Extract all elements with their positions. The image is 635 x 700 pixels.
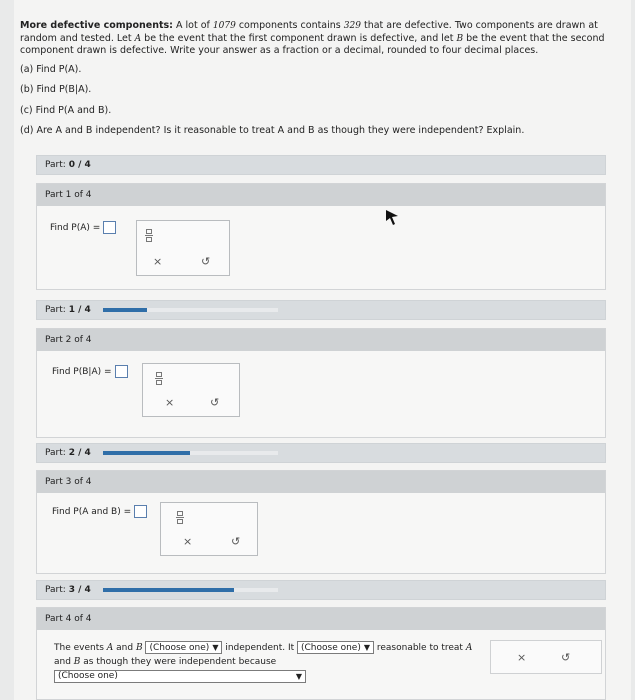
question-d: (d) Are A and B independent? Is it reasonable to treat A and B as though they were independent? Explain.: [20, 125, 525, 136]
problem-title: More defective components:: [20, 20, 173, 31]
part-1-panel: [36, 183, 606, 290]
math-toolbox: [142, 363, 240, 417]
cursor-icon: [386, 210, 400, 226]
part-progress-bar: Part: 2 / 4: [36, 443, 606, 463]
problem-statement: [20, 20, 605, 146]
close-icon[interactable]: ×: [183, 535, 193, 548]
question-c: (c) Find P(A and B).: [20, 104, 112, 116]
progress-fill: [103, 588, 234, 592]
undo-icon[interactable]: ↺: [201, 255, 211, 268]
undo-icon[interactable]: ↺: [231, 535, 241, 548]
math-toolbox: [160, 502, 258, 556]
part-header: Part 2 of 4: [37, 329, 605, 351]
progress-fill: [103, 308, 147, 312]
select-because[interactable]: (Choose one) ▼: [54, 670, 306, 683]
part-header: Part 1 of 4: [37, 184, 605, 206]
answer-input-c[interactable]: [134, 505, 147, 518]
question-a: (a) Find P(A).: [20, 63, 82, 75]
close-icon[interactable]: ×: [165, 396, 175, 409]
fraction-icon[interactable]: [176, 511, 184, 525]
progress-track: [103, 588, 278, 592]
close-icon[interactable]: ×: [517, 651, 527, 664]
question-b: (b) Find P(B|A).: [20, 84, 92, 95]
progress-track: [103, 308, 278, 312]
problem-intro: More defective components: A lot of 1079 components contains 329 that are defective. Two components are drawn at random and tested. Let A be the event that the first component drawn is defective, and let B be the event that the second component drawn is defective. Write your answer as a fraction or a decimal, rounded to four decimal places.: [20, 20, 605, 56]
part-2-panel: [36, 328, 606, 438]
find-pba: Find P(B|A) =: [52, 365, 128, 378]
answer-input-b[interactable]: [115, 365, 128, 378]
part-3-panel: [36, 470, 606, 574]
progress-fill: [103, 451, 191, 455]
close-icon[interactable]: ×: [153, 255, 163, 268]
undo-icon[interactable]: ↺: [210, 396, 220, 409]
part-progress-bar: Part: 1 / 4: [36, 300, 606, 320]
undo-icon[interactable]: ↺: [561, 651, 571, 664]
progress-track: [103, 451, 278, 455]
select-independent[interactable]: (Choose one) ▼: [145, 641, 222, 654]
part4-sentence: The events A and B (Choose one) ▼ independent. It (Choose one) ▼ reasonable to treat A and B as though they were independent because (Choose one) ▼: [54, 643, 473, 681]
fraction-icon[interactable]: [145, 229, 153, 243]
fraction-icon[interactable]: [155, 372, 163, 386]
find-pab: Find P(A and B) =: [52, 505, 147, 518]
select-reasonable[interactable]: (Choose one) ▼: [297, 641, 374, 654]
answer-input-a[interactable]: [103, 221, 116, 234]
math-toolbox: [136, 220, 230, 276]
part-progress-bar: Part: 0 / 4: [36, 155, 606, 175]
part-header: Part 3 of 4: [37, 471, 605, 493]
part-progress-bar: Part: 3 / 4: [36, 580, 606, 600]
part-header: Part 4 of 4: [37, 608, 605, 630]
math-toolbox: [490, 640, 602, 674]
find-pa: Find P(A) =: [50, 221, 116, 234]
